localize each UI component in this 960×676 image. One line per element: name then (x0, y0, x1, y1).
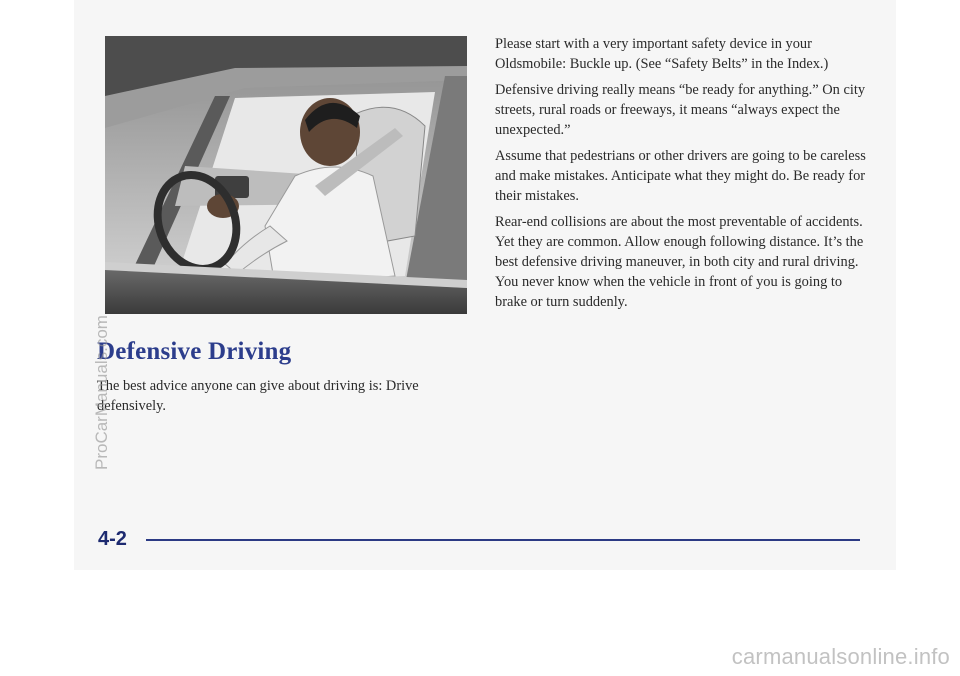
body-paragraph: Please start with a very important safety device in your Oldsmobile: Buckle up. (See “Safety Belts” in the Index.) (495, 36, 829, 72)
page-number: 4-2 (98, 528, 127, 550)
side-watermark: ProCarManuals.com (92, 315, 111, 470)
body-paragraph: Defensive driving really means “be ready for anything.” On city streets, rural roads or freeways, it means “always expect the unexpected.” (495, 82, 866, 138)
body-paragraph: Assume that pedestrians or other drivers are going to be careless and make mistakes. Anticipate what they might do. Be ready for their mistakes. (495, 148, 866, 204)
body-paragraph: Rear-end collisions are about the most preventable of accidents. Yet they are common. Allow enough following distance. It’s the best defensive driving maneuver, in both city and rural driving. You never know when the vehicle in front of you is going to brake or turn suddenly. (495, 214, 864, 310)
driver-illustration (105, 36, 467, 314)
footer-rule (146, 539, 860, 541)
section-heading: Defensive Driving (97, 338, 292, 365)
body-column (495, 34, 870, 318)
driver-illustration-svg (105, 36, 467, 314)
corner-watermark: carmanualsonline.info (731, 644, 950, 669)
section-intro: The best advice anyone can give about driving is: Drive defensively. (97, 378, 419, 414)
